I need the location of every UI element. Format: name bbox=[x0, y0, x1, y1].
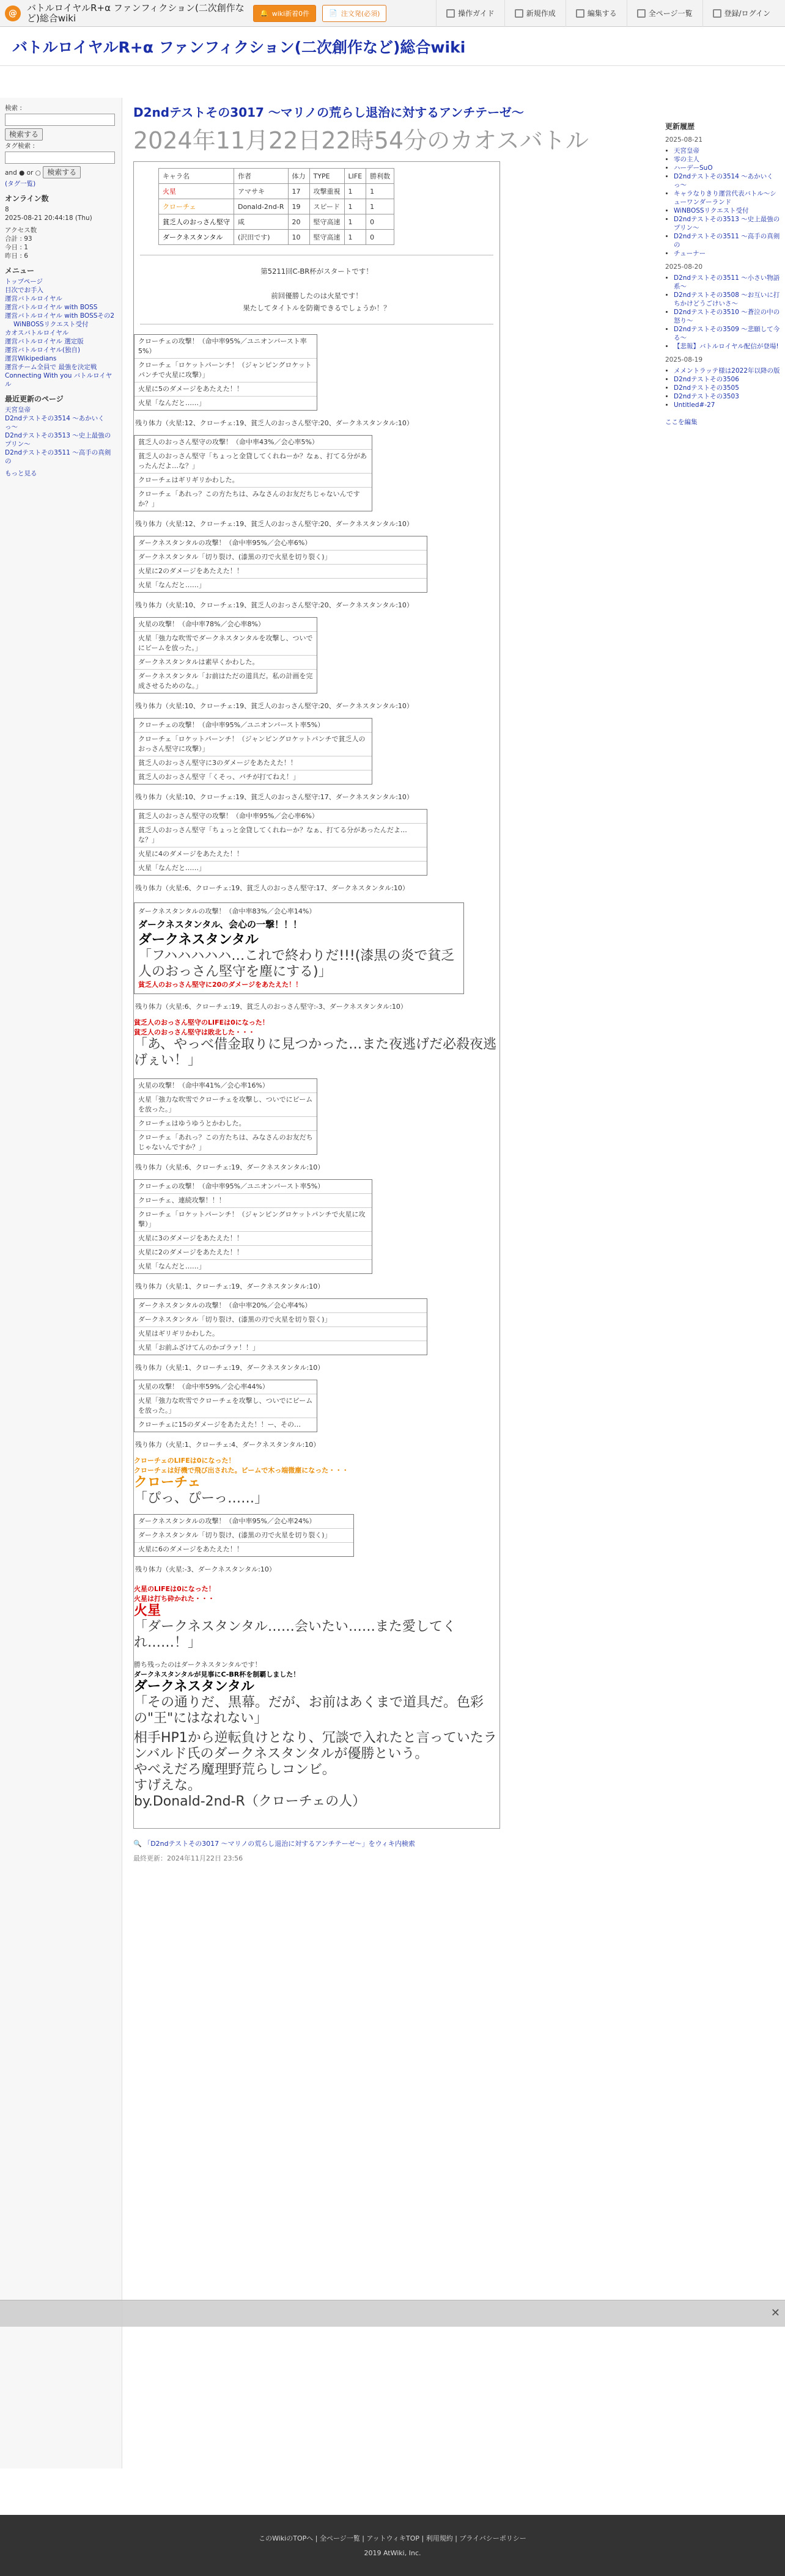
history-heading: 更新履歴 bbox=[665, 122, 695, 131]
comment: すげえな。 bbox=[134, 1778, 202, 1793]
recent-item[interactable]: D2ndテストその3514 〜あかいくっ〜 bbox=[5, 415, 105, 431]
history-item[interactable]: D2ndテストその3514 〜あかいくっ〜 bbox=[674, 173, 773, 189]
turn-box bbox=[134, 1298, 427, 1355]
log-line: 火星に3のダメージをあたえた！！ bbox=[135, 1232, 372, 1246]
log-line: 火星の攻撃！（命中率59%／会心率44%） bbox=[135, 1380, 317, 1394]
log-line: 火星に4のダメージをあたえた！！ bbox=[135, 847, 427, 862]
log-line: クローチェはゆうゆうとかわした。 bbox=[135, 1117, 317, 1131]
bell-icon: 🔔 bbox=[260, 9, 268, 17]
and-or-radio[interactable]: and ● or ○ bbox=[5, 169, 41, 177]
speaker-name: クローチェ bbox=[134, 1475, 201, 1490]
log-line: 貧乏人のおっさん堅守に20のダメージをあたえた！！ bbox=[138, 981, 303, 989]
battle-section-3 bbox=[134, 1514, 499, 1574]
cell: 19 bbox=[288, 199, 309, 214]
cell: 1 bbox=[344, 230, 366, 245]
log-line: 火星に6のダメージをあたえた！！ bbox=[138, 1545, 243, 1553]
log-line: ダークネスタンタルの攻撃！（命中率95%／会心率6%） bbox=[135, 536, 427, 551]
col-header: 作者 bbox=[234, 169, 289, 184]
cell: 17 bbox=[288, 184, 309, 199]
comment: 相手HP1から逆転負けとなり、冗談で入れたと言っていたランバルド氏のダークネスタンタルが優勝という。 bbox=[134, 1730, 497, 1762]
header bbox=[0, 0, 785, 27]
footer-link[interactable]: 利用規約 bbox=[426, 2534, 453, 2542]
table-row bbox=[159, 214, 394, 230]
intro-line: 果たしてタイトルを防衛できるでしょうか！？ bbox=[243, 304, 391, 312]
hp-status: 残り体力（火星:10、クローチェ:19、貧乏人のおっさん堅守:20、ダークネスタンタル:10） bbox=[135, 702, 413, 710]
wiki-search-link[interactable]: 「D2ndテストその3017 〜マリノの荒らし退治に対するアンチテーゼ〜」をウィキ内検索 bbox=[144, 1840, 415, 1848]
recent-item[interactable]: D2ndテストその3511 〜高手の真剣の bbox=[5, 449, 111, 465]
hp-status: 残り体力（火星:12、クローチェ:19、貧乏人のおっさん堅守:20、ダークネスタンタル:10） bbox=[135, 419, 413, 427]
hp-status: 残り体力（火星:6、クローチェ:19、ダークネスタンタル:10） bbox=[135, 1163, 325, 1171]
search-button[interactable]: 検索する bbox=[5, 128, 43, 141]
log-line: クローチェはギリギリかわした。 bbox=[135, 474, 372, 488]
site-title-link[interactable]: バトルロイヤルR+α ファンフィクション(二次創作など)総合wiki bbox=[12, 38, 466, 56]
turn-box bbox=[134, 1179, 372, 1274]
cell: 0 bbox=[366, 230, 394, 245]
log-line: ダークネスタンタルは素早くかわした。 bbox=[135, 656, 317, 670]
history-item[interactable]: 【悲報】バトルロイヤル配信が登場! bbox=[674, 343, 779, 350]
defeat-line: クローチェは好機で飛び出された。ビームで木っ端微塵になった・・・ bbox=[134, 1466, 349, 1474]
cell: 1 bbox=[366, 184, 394, 199]
winner-quote: 「その通りだ、黒幕。だが、お前はあくまで道具だ。色彩の"王"にはなれない」 bbox=[134, 1695, 484, 1726]
intro bbox=[134, 265, 499, 314]
history-item[interactable]: チューナー bbox=[674, 250, 706, 257]
online-heading: オンライン数 bbox=[5, 194, 49, 203]
log-line: 貧乏人のおっさん堅守の攻撃！（命中率43%／会心率5%） bbox=[135, 436, 372, 450]
log-line: 火星「強力な吹雪でクローチェを攻撃し、ついでにビームを放った。」 bbox=[135, 1394, 317, 1418]
history-list bbox=[665, 367, 781, 409]
page-subtitle: 2024年11月22日22時54分のカオスバトル bbox=[133, 127, 589, 154]
col-header: LIFE bbox=[344, 169, 366, 184]
cell: 20 bbox=[288, 214, 309, 230]
site-titlebar bbox=[0, 27, 785, 66]
speaker-name: ダークネスタンタル bbox=[134, 1679, 254, 1694]
log-line: ダークネスタンタル「切り裂け、(漆黒の刃で火星を切り裂く)」 bbox=[135, 551, 427, 565]
footer bbox=[0, 2515, 785, 2576]
header-site-name[interactable]: バトルロイヤルR+α ファンフィクション(二次創作など)総合wiki bbox=[27, 2, 245, 24]
recent-item[interactable]: D2ndテストその3513 〜史上最強のプリン〜 bbox=[5, 432, 111, 448]
log-line: ダークネスタンタルの攻撃！（命中率95%／会心率24%） bbox=[135, 1515, 353, 1529]
log-line: ダークネスタンタル「お前はただの道具だ。私の計画を完成させるためのな。」 bbox=[138, 672, 313, 690]
log-line: 火星の攻撃！（命中率41%／会心率16%） bbox=[135, 1079, 317, 1093]
history-item[interactable]: ハーデーSuO bbox=[674, 164, 713, 172]
log-line: 火星に2のダメージをあたえた！！ bbox=[135, 1246, 372, 1260]
menu-item[interactable]: 運営バトルロイヤル with BOSS bbox=[5, 304, 98, 311]
table-row bbox=[159, 199, 394, 214]
winner-line: 勝ち残ったのはダークネスタンタルです！ bbox=[134, 1661, 262, 1669]
menu-item[interactable]: トップページ bbox=[5, 278, 43, 285]
timestamp: 2025-08-21 20:44:18 (Thu) bbox=[5, 214, 92, 222]
col-header: TYPE bbox=[309, 169, 344, 184]
history-item[interactable]: WiNBOSSリクエスト受付 bbox=[674, 207, 749, 214]
history-list bbox=[665, 274, 781, 351]
page-title: D2ndテストその3017 〜マリノの荒らし退治に対するアンチテーゼ〜 bbox=[133, 105, 524, 120]
final-quote: 「ダークネスタンタル……会いたい……また愛してくれ……！」 bbox=[134, 1619, 456, 1650]
turn-box bbox=[134, 718, 372, 785]
history-item[interactable]: キャラなりきり運営代表バトル〜シューワンダーランド bbox=[674, 190, 776, 206]
battle-section-1 bbox=[134, 334, 499, 893]
log-line: ダークネスタンタル、会心の一撃！！！ bbox=[138, 919, 303, 930]
history-date: 2025-08-21 bbox=[665, 136, 703, 144]
cell: アマサキ bbox=[234, 184, 289, 199]
nav-guide[interactable]: 操作ガイド bbox=[436, 0, 504, 27]
header-nav bbox=[436, 0, 780, 27]
footer-link[interactable]: プライバシーポリシー bbox=[459, 2534, 526, 2542]
hp-status: 残り体力（火星:10、クローチェ:19、貧乏人のおっさん堅守:17、ダークネスタンタル:10） bbox=[135, 793, 413, 801]
defeat-line: 火星のLIFEは0になった！ bbox=[134, 1585, 215, 1593]
cell: 堅守高速 bbox=[309, 214, 344, 230]
atwiki-logo-icon[interactable]: @ bbox=[5, 5, 21, 21]
tag-search-label: タグ検索 : bbox=[5, 142, 35, 150]
menu-item[interactable]: カオスバトルロイヤル bbox=[5, 329, 69, 337]
log-line: 火星「お前ふざけてんのかゴラァ！！」 bbox=[138, 1344, 259, 1352]
cell: ダークネスタンタル bbox=[159, 230, 234, 245]
list-icon bbox=[637, 9, 646, 18]
history-item[interactable]: D2ndテストその3506 bbox=[674, 376, 739, 383]
guide-icon bbox=[446, 9, 455, 18]
cell: 堅守高速 bbox=[309, 230, 344, 245]
table-row bbox=[159, 184, 394, 199]
edit-here-link[interactable]: ここを編集 bbox=[665, 419, 698, 426]
log-line: 火星「なんだと……」 bbox=[138, 864, 205, 872]
history-item[interactable]: 天宮皇帝 bbox=[674, 147, 699, 155]
cell: 10 bbox=[288, 230, 309, 245]
log-line: 貧乏人のおっさん堅守「くそっ、バチが打てねえ！」 bbox=[138, 773, 300, 781]
search-input[interactable] bbox=[5, 114, 115, 126]
pencil-icon bbox=[576, 9, 584, 18]
footer-link[interactable]: このWikiのTOPへ bbox=[259, 2534, 314, 2542]
turn-box bbox=[134, 536, 427, 593]
log-line: クローチェに15のダメージをあたえた！！ー、その… bbox=[138, 1421, 301, 1429]
log-line: 火星「なんだと……」 bbox=[138, 1262, 205, 1270]
menu-heading: メニュー bbox=[5, 266, 35, 275]
hp-status: 残り体力（火星:1、クローチェ:4、ダークネスタンタル:10） bbox=[135, 1441, 320, 1449]
menu-item[interactable]: WiNBOSSリクエスト受付 bbox=[13, 321, 89, 328]
critical-turn bbox=[134, 902, 499, 1069]
log-line: 貧乏人のおっさん堅守の攻撃！（命中率95%／会心率6%） bbox=[135, 810, 427, 824]
history-item[interactable]: メメントラッテ様は2022年以降の版 bbox=[674, 367, 780, 375]
critical-box bbox=[134, 902, 464, 994]
log-line: 貧乏人のおっさん堅守に3のダメージをあたえた！！ bbox=[135, 756, 372, 770]
hp-status: 残り体力（火星:6、クローチェ:19、貧乏人のおっさん堅守:-3、ダークネスタンタル:10） bbox=[135, 1003, 407, 1011]
main-content bbox=[133, 103, 659, 1863]
turn-box bbox=[134, 1078, 317, 1155]
recent-item[interactable]: 天宮皇帝 bbox=[5, 406, 31, 414]
comment: やべえだろ魔理野荒らしコンビ。 bbox=[134, 1762, 336, 1777]
more-link[interactable]: もっと見る bbox=[5, 470, 37, 477]
turn-box bbox=[134, 334, 317, 411]
speaker-name: ダークネスタンタル bbox=[138, 932, 259, 948]
turn-box bbox=[134, 1514, 354, 1557]
critical-quote: 「フハハハハハ…これで終わりだ!!!(漆黒の炎で貧乏人のおっさん堅守を塵にする)」 bbox=[138, 948, 455, 979]
nav-login[interactable]: 登録/ログイン bbox=[702, 0, 780, 27]
winner-line: ダークネスタンタルが見事にC-BR杯を制覇しました！ bbox=[134, 1670, 300, 1678]
history-item[interactable]: D2ndテストその3513 〜史上最強のプリン〜 bbox=[674, 216, 780, 232]
log-line: 火星に2のダメージをあたえた！！ bbox=[135, 565, 427, 579]
defeat-line: 貧乏人のおっさん堅守のLIFEは0になった！ bbox=[134, 1019, 269, 1026]
cell: クローチェ bbox=[159, 199, 234, 214]
log-line: 火星「なんだと……」 bbox=[138, 399, 205, 407]
nav-all-pages[interactable]: 全ページ一覧 bbox=[627, 0, 702, 27]
table-header-row bbox=[159, 169, 394, 184]
speaker-name: 火星 bbox=[134, 1603, 161, 1619]
log-line: 火星はギリギリかわした。 bbox=[135, 1327, 427, 1341]
menu-item[interactable]: 運営チーム全員で 最強を決定戦 bbox=[5, 364, 97, 371]
defeat-croce bbox=[134, 1455, 499, 1507]
defeat-line: 火星は打ち砕かれた・・・ bbox=[134, 1595, 215, 1603]
hp-status: 残り体力（火星:-3、ダークネスタンタル:10） bbox=[135, 1565, 276, 1573]
tag-search-input[interactable] bbox=[5, 152, 115, 164]
history-item[interactable]: 零の主人 bbox=[674, 156, 699, 163]
wiki-search-link-row bbox=[133, 1839, 659, 1848]
log-line: ダークネスタンタル「切り裂け、(漆黒の刃で火星を切り裂く)」 bbox=[135, 1529, 353, 1543]
footer-links: このWikiのTOPへ | 全ページ一覧 | アットウィキTOP | 利用規約 | プライバシーポリシー bbox=[259, 2534, 526, 2542]
tag-list-link[interactable]: (タグ一覧) bbox=[5, 180, 36, 188]
history-item[interactable]: D2ndテストその3510 〜蒼泣の中の怒り〜 bbox=[674, 309, 780, 324]
log-line: 火星「強力な吹雪でクローチェを攻撃し、ついでにビームを放った。」 bbox=[135, 1093, 317, 1117]
log-line: クローチェ「ロケットパーンチ！（ジャンピングロケットパンチで火星に攻撃）」 bbox=[135, 359, 317, 382]
defeat-line: クローチェのLIFEは0になった！ bbox=[134, 1457, 235, 1465]
final-section bbox=[134, 1584, 499, 1810]
order-button[interactable]: 📄 注文発(必須) bbox=[322, 5, 386, 22]
footer-link[interactable]: 全ページ一覧 bbox=[319, 2534, 360, 2542]
cell: 貧乏人のおっさん堅守 bbox=[159, 214, 234, 230]
nav-edit[interactable]: 編集する bbox=[566, 0, 627, 27]
intro-line: 第5211回C-BR杯がスタートです！ bbox=[260, 267, 373, 276]
menu-list bbox=[5, 277, 117, 389]
history-item[interactable]: D2ndテストその3509 〜悲願して今る〜 bbox=[674, 326, 780, 342]
log-line: 火星「なんだと……」 bbox=[138, 581, 205, 589]
menu-item[interactable]: Connecting With you バトルロイヤル bbox=[5, 372, 112, 388]
menu-item[interactable]: 目次でお手入 bbox=[5, 287, 43, 294]
online-count: 8 bbox=[5, 206, 9, 213]
cell: 攻撃重視 bbox=[309, 184, 344, 199]
last-updated: 最終更新：2024年11月22日 23:56 bbox=[133, 1854, 243, 1862]
history-date: 2025-08-20 bbox=[665, 263, 703, 271]
log-line: ダークネスタンタル「切り裂け、(漆黒の刃で火星を切り裂く)」 bbox=[135, 1313, 427, 1327]
character-table bbox=[158, 168, 394, 245]
log-line: ダークネスタンタルの攻撃！（命中率20%／会心率4%） bbox=[135, 1299, 427, 1313]
cell: 1 bbox=[344, 214, 366, 230]
search-icon: 🔍 bbox=[133, 1840, 142, 1848]
menu-item[interactable]: 運営バトルロイヤル bbox=[5, 295, 62, 302]
log-line: クローチェ「あれっ？この方たちは、みなさんのお友だちじゃないんですか？」 bbox=[138, 490, 360, 508]
recent-heading: 最近更新のページ bbox=[5, 395, 64, 403]
history-list bbox=[665, 147, 781, 258]
overlay-bar bbox=[0, 2300, 785, 2327]
right-sidebar bbox=[665, 122, 781, 426]
turn-box bbox=[134, 617, 317, 693]
cell: 火星 bbox=[159, 184, 234, 199]
table-row bbox=[159, 230, 394, 245]
log-line: クローチェ「ロケットパーンチ！（ジャンピングロケットパンチで火星に攻撃）」 bbox=[135, 1208, 372, 1232]
menu-item[interactable]: 運営Wikipedians bbox=[5, 355, 57, 362]
hp-status: 残り体力（火星:6、クローチェ:19、貧乏人のおっさん堅守:17、ダークネスタンタル:10） bbox=[135, 884, 409, 892]
history-item[interactable]: D2ndテストその3505 bbox=[674, 384, 739, 392]
access-counter: アクセス数 合計 : 93 今日 : 1 昨日 : 6 bbox=[5, 227, 37, 260]
cell: 1 bbox=[344, 199, 366, 214]
defeat-quote: 「ぴっ、ぴーっ……」 bbox=[134, 1491, 268, 1506]
cell: 1 bbox=[366, 199, 394, 214]
hp-status: 残り体力（火星:1、クローチェ:19、ダークネスタンタル:10） bbox=[135, 1364, 325, 1372]
hp-status: 残り体力（火星:1、クローチェ:19、ダークネスタンタル:10） bbox=[135, 1283, 325, 1290]
history-date: 2025-08-19 bbox=[665, 356, 703, 364]
log-line: クローチェの攻撃！（命中率95%／ユニオンバースト率5%） bbox=[135, 1180, 372, 1194]
log-line: クローチェ、連続攻撃！！！ bbox=[135, 1194, 372, 1208]
turn-box bbox=[134, 809, 427, 876]
hp-status: 残り体力（火星:12、クローチェ:19、貧乏人のおっさん堅守:20、ダークネスタンタル:10） bbox=[135, 520, 413, 528]
cell: 咸 bbox=[234, 214, 289, 230]
plus-icon bbox=[515, 9, 523, 18]
hp-status: 残り体力（火星:10、クローチェ:19、貧乏人のおっさん堅守:20、ダークネスタンタル:10） bbox=[135, 601, 413, 609]
close-icon[interactable]: ✕ bbox=[770, 2307, 780, 2319]
defeat-line: 貧乏人のおっさん堅守は敗北した・・・ bbox=[134, 1028, 255, 1036]
history-item[interactable]: D2ndテストその3503 bbox=[674, 393, 739, 400]
col-header: キャラ名 bbox=[159, 169, 234, 184]
author-line: by.Donald-2nd-R（クローチェの人） bbox=[134, 1794, 366, 1809]
wiki-news-button[interactable]: 🔔 wiki新着0件 bbox=[253, 5, 316, 22]
defeat-quote: 「あ、やっべ借金取りに見つかった…また夜逃げだ必殺夜逃げぇい！」 bbox=[134, 1037, 497, 1068]
menu-item[interactable]: 運営バトルロイヤル(独自) bbox=[5, 346, 81, 354]
log-line: クローチェの攻撃！（命中率95%／ユニオンバースト率5%） bbox=[135, 719, 372, 733]
turn-box bbox=[134, 435, 372, 511]
history-item[interactable]: D2ndテストその3508 〜お互いに打ちかけどうごけいさ〜 bbox=[674, 291, 780, 307]
copyright: 2019 AtWiki, Inc. bbox=[364, 2549, 421, 2557]
log-line: 火星に5のダメージをあたえた！！ bbox=[135, 382, 317, 397]
log-line: クローチェ「ロケットパーンチ！（ジャンピングロケットパンチで貧乏人のおっさん堅守に攻撃）」 bbox=[135, 733, 372, 756]
cell: スピード bbox=[309, 199, 344, 214]
user-icon bbox=[713, 9, 721, 18]
intro-line: 前回優勝したのは火星です！ bbox=[271, 291, 363, 300]
cell: 0 bbox=[366, 214, 394, 230]
log-line: クローチェ「あれっ？この方たちは、みなさんのお友だちじゃないんですか？」 bbox=[138, 1133, 313, 1151]
menu-item[interactable]: 運営バトルロイヤル with BOSSその2 bbox=[5, 312, 115, 320]
battle-log bbox=[133, 161, 500, 1829]
history-groups bbox=[665, 136, 781, 409]
turn-box bbox=[134, 1380, 317, 1432]
log-line: 火星「強力な吹雪でダークネスタンタルを攻撃し、ついでにビームを放った。」 bbox=[135, 632, 317, 656]
history-item[interactable]: D2ndテストその3511 〜小さい物語系〜 bbox=[674, 274, 780, 290]
tag-search-button[interactable]: 検索する bbox=[43, 166, 81, 178]
log-line: 貧乏人のおっさん堅守「ちょっと金貸してくれねーか？なぁ、打てる分があったんだよ…な？」 bbox=[135, 824, 427, 847]
history-item[interactable]: Untitled#-27 bbox=[674, 401, 715, 409]
col-header: 勝利数 bbox=[366, 169, 394, 184]
doc-icon: 📄 bbox=[329, 9, 337, 17]
log-line: ダークネスタンタルの攻撃！（命中率83%／会心率14%） bbox=[138, 907, 316, 915]
cell: (沢田です) bbox=[234, 230, 289, 245]
cell: 1 bbox=[344, 184, 366, 199]
history-item[interactable]: D2ndテストその3511 〜高手の真剣の bbox=[674, 233, 780, 249]
log-line: 火星の攻撃！（命中率78%／会心率8%） bbox=[135, 618, 317, 632]
battle-section-2 bbox=[134, 1078, 499, 1449]
cell: Donald-2nd-R bbox=[234, 199, 289, 214]
search-label: 検索 : bbox=[5, 104, 22, 112]
menu-item[interactable]: 運営バトルロイヤル 選定版 bbox=[5, 338, 84, 345]
col-header: 体力 bbox=[288, 169, 309, 184]
log-line: 貧乏人のおっさん堅守「ちょっと金貸してくれねーか？なぁ、打てる分があったんだよ…な？」 bbox=[135, 450, 372, 474]
footer-link[interactable]: アットウィキTOP bbox=[366, 2534, 420, 2542]
left-sidebar bbox=[0, 98, 122, 2468]
log-line: クローチェの攻撃！（命中率95%／ユニオンバースト率5%） bbox=[135, 335, 317, 359]
nav-new[interactable]: 新規作成 bbox=[504, 0, 566, 27]
